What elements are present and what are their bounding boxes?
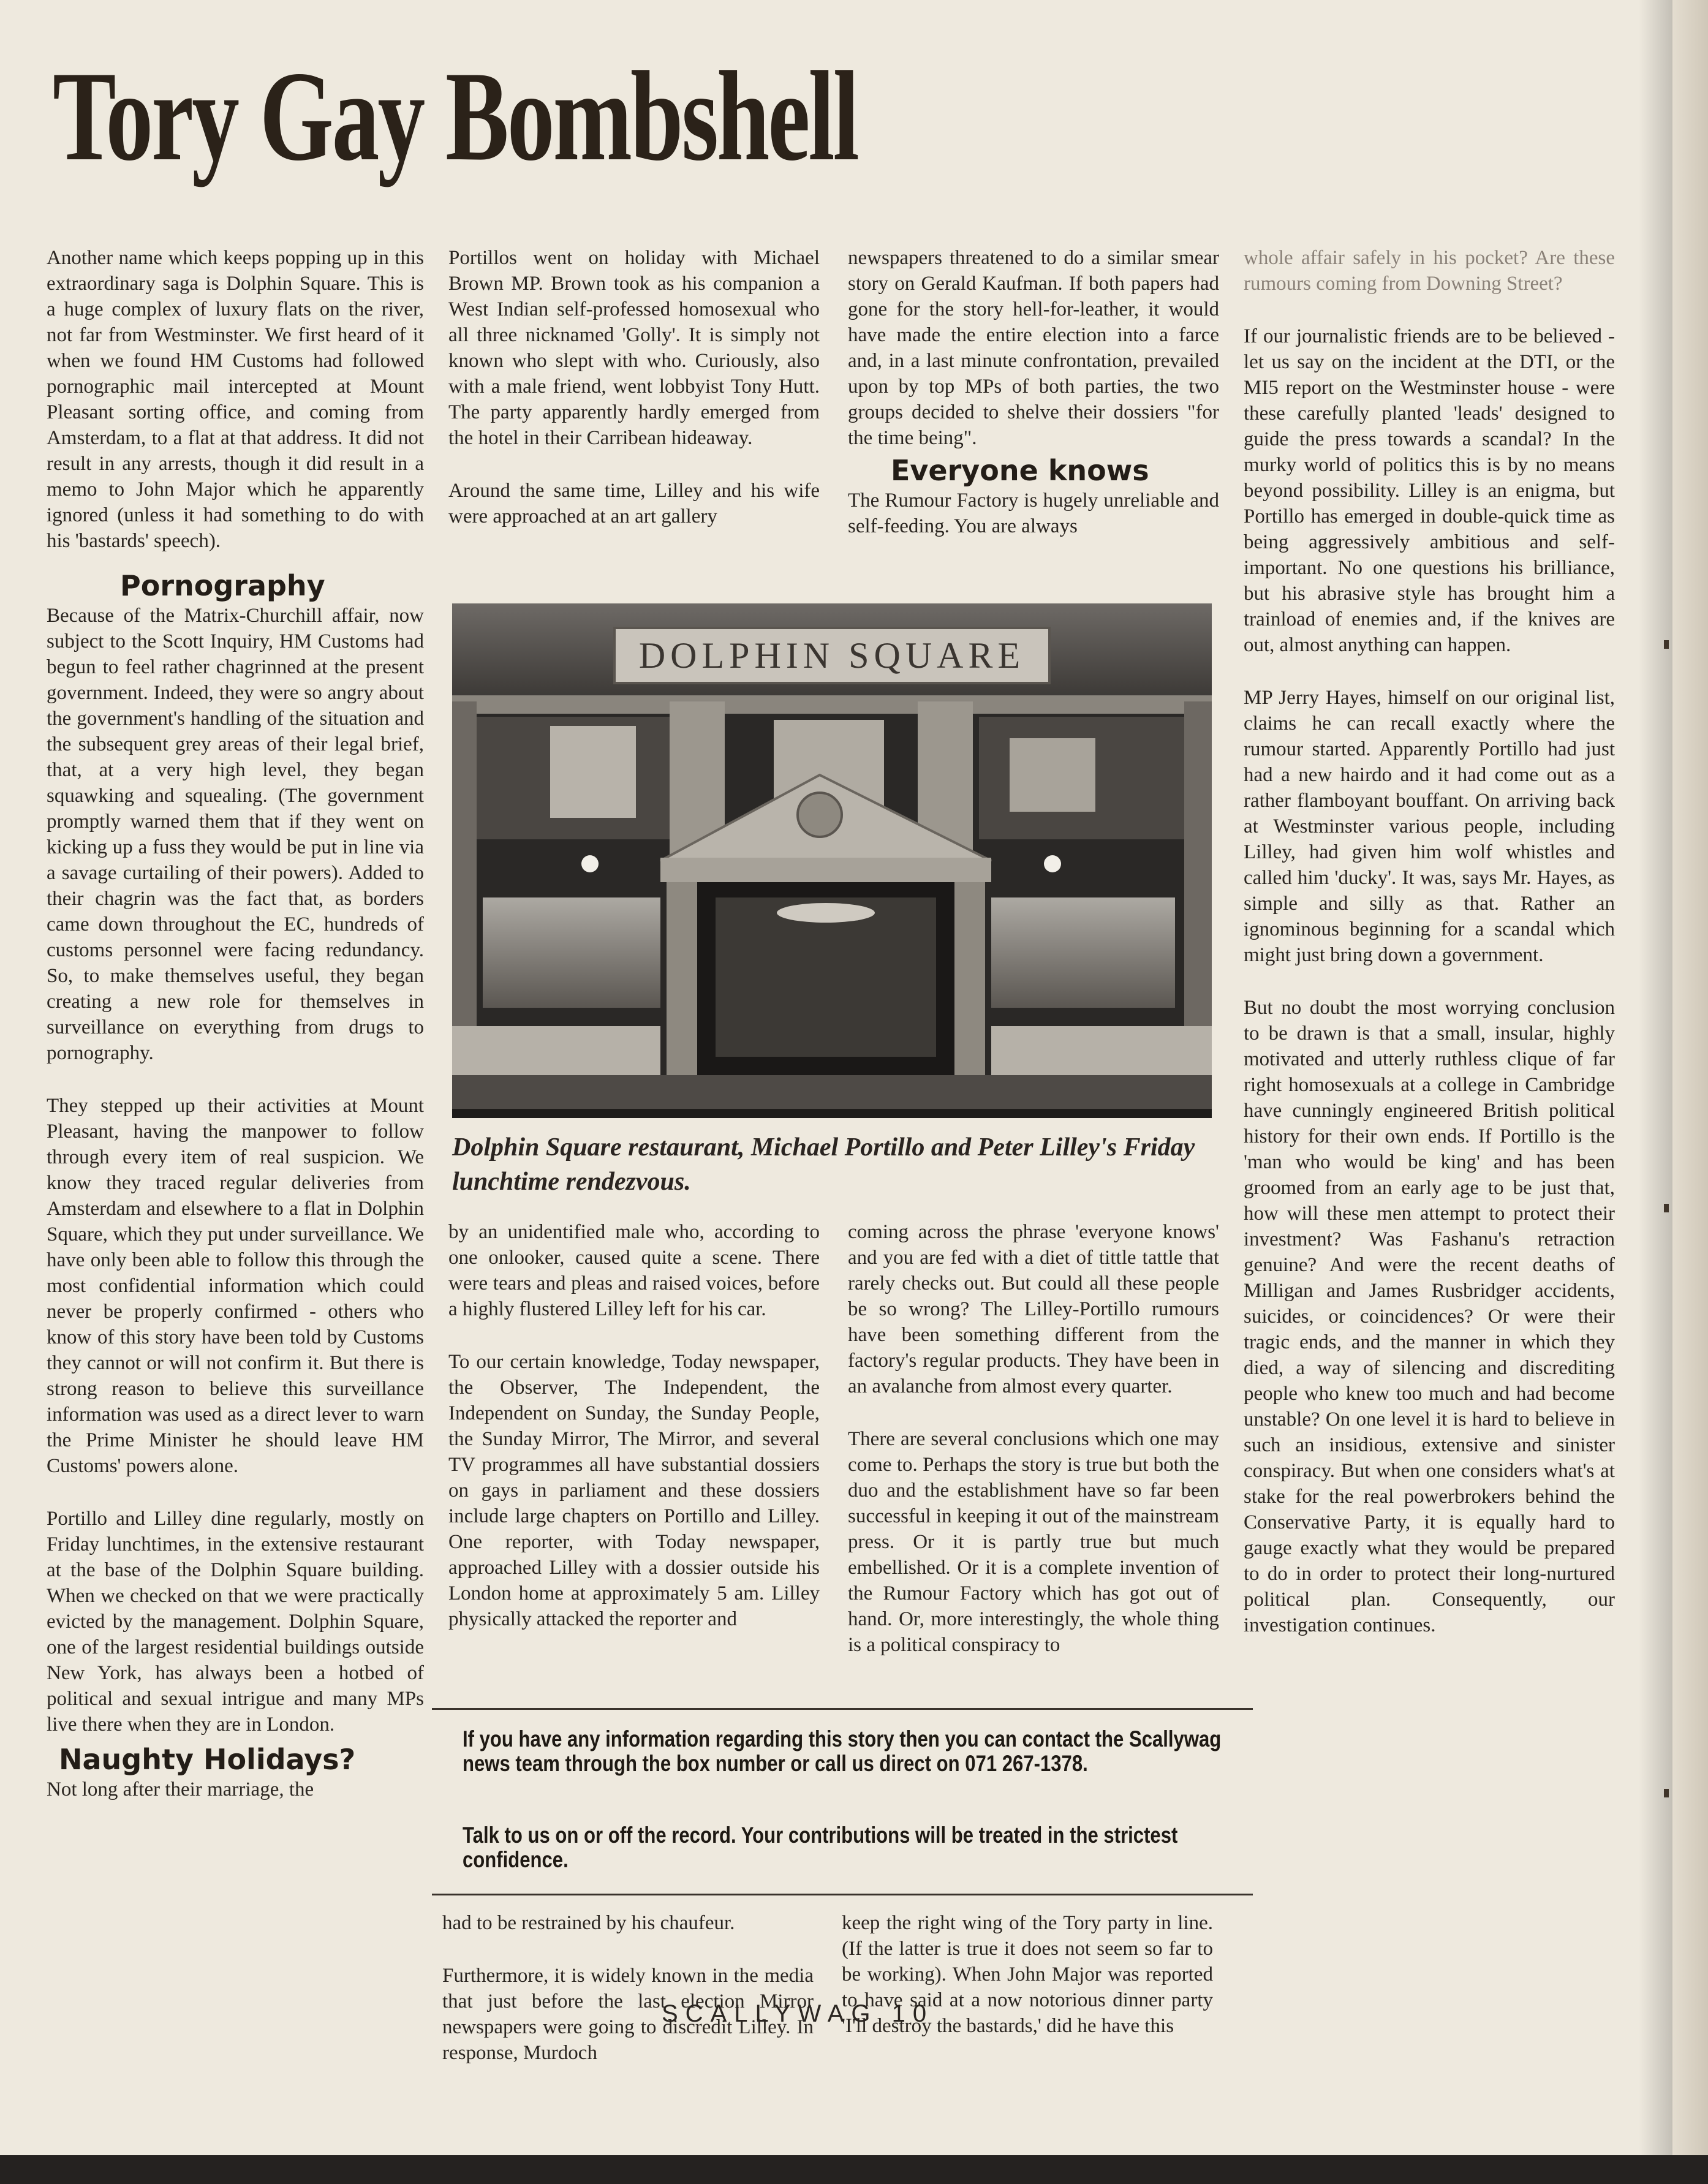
col3-mid-paragraph-2: There are several conclusions which one may come to. Perhaps the story is true but both the duo and the establishment have so far been successful in keeping it out of the mainstream press. Or it is partly true but much embellished. Or it is a complete invention of the Rumour Factory which has got out of hand. Or, more interestingly, the whole thing is a political conspiracy to <box>848 1428 1219 1656</box>
col4-paragraph-3: MP Jerry Hayes, himself on our original list, claims he can recall exactly where the rumour started. Apparently Portillo had just had a new hairdo and it had come out as a rather flamboyant bouffant. On arriving back at Westminster various people, including Lilley, had given him wolf whistles and called him 'ducky'. It was, says Mr. Hayes, as simple and silly as that. Rather an ignominous beginning for a scandal which might just bring down a government. <box>1244 687 1615 966</box>
col1-paragraph-5: Not long after their marriage, the <box>47 1778 314 1800</box>
col1-paragraph-1: Another name which keeps popping up in this extraordinary saga is Dolphin Square. This is a huge complex of luxury flats on the river, not far from Westminster. We first heard of it when we found HM Customs had followed pornographic mail intercepted at Mount Pleasant sorting office, and coming from Amsterdam, to a flat at that address. It did not result in any arrests, though it did result in a memo to John Major which he apparently ignored (unless it had something to do with his 'bastards' speech). <box>47 247 424 552</box>
sign-text: DOLPHIN SQUARE <box>638 635 1026 676</box>
col4-paragraph-2: If our journalistic friends are to be believed - let us say on the incident at the DTI, or the MI5 report on the Westminster house - were these carefully planted 'leads' designed to guide the press towards a scandal? In the murky world of politics this is by no means beyond possibility. Lilley is an enigma, but Portillo has emerged in double-quick time as being aggressively ambitious and self-important. No one questions his brilliance, but his abrasive style has brought him a trainload of enemies and, if the knives are out, almost anything can happen. <box>1244 325 1615 656</box>
column-3-middle <box>848 1219 1219 1658</box>
col2-top-paragraph-2: Around the same time, Lilley and his wife were approached at an art gallery <box>448 480 820 527</box>
subheading-naughty-holidays: Naughty Holidays? <box>59 1743 356 1776</box>
headline: Tory Gay Bombshell <box>53 45 858 187</box>
col3-mid-paragraph-1: coming across the phrase 'everyone knows' and you are fed with a diet of tittle tattle that rarely checks out. But could all these people be so wrong? The Lilley-Portillo rumours have been something different from the factory's regular products. They have been in an avalanche from almost every quarter. <box>848 1221 1219 1397</box>
column-1 <box>47 245 424 1802</box>
page-footer: SCALLYWAG 10 <box>662 2000 934 2027</box>
column-4 <box>1244 245 1615 1638</box>
column-2-bottom <box>442 1910 814 2066</box>
photo-caption: Dolphin Square restaurant, Michael Portillo and Peter Lilley's Friday lunchtime rendezvous. <box>452 1133 1195 1196</box>
col1-paragraph-2: Because of the Matrix-Churchill affair, now subject to the Scott Inquiry, HM Customs had begun to feel rather chagrinned at the present government. Indeed, they were so angry about the government's handling of the situation and the subsequent grey areas of their legal brief, that, at a very high level, they began squawking and squealing. (The government promptly warned them that if they went on kicking up a fuss they would be put in line via a savage curtailing of their powers). Added to their chagrin was the fact that, as borders came down throughout the EC, hundreds of customs personnel were facing redundancy. So, to make themselves useful, they began creating a new role for themselves in surveillance on everything from drugs to pornography. <box>47 605 424 1064</box>
contact-box-text-2: Talk to us on or off the record. Your contributions will be treated in the strictest confidence. <box>463 1823 1178 1872</box>
scan-bottom-edge <box>0 2155 1708 2184</box>
subheading-everyone-knows: Everyone knows <box>891 454 1149 487</box>
column-2-top <box>448 245 820 529</box>
page-edge-shadow <box>1639 0 1672 2155</box>
col1-paragraph-4: Portillo and Lilley dine regularly, mostly on Friday lunchtimes, in the extensive restaurant at the base of the Dolphin Square building. When we checked on that we were practically evicted by the management. Dolphin Square, one of the largest residential buildings outside New York, has always been a hotbed of political and sexual intrigue and many MPs live there when they are in London. <box>47 1508 424 1736</box>
subheading-pornography: Pornography <box>120 569 325 602</box>
contact-box <box>432 1708 1253 1895</box>
col4-paragraph-1: whole affair safely in his pocket? Are these rumours coming from Downing Street? <box>1244 247 1615 295</box>
col3-bot-paragraph-1: keep the right wing of the Tory party in line. (If the latter is true it does not seem so far to be working). When John Major was reported to have said at a now notorious dinner party 'I'll destroy the bastards,' did he have this <box>842 1912 1213 2037</box>
dolphin-square-photo <box>452 603 1212 1118</box>
col2-mid-paragraph-1: by an unidentified male who, according to one onlooker, caused quite a scene. There were tears and pleas and raised voices, before a highly flustered Lilley left for his car. <box>448 1221 820 1320</box>
col1-paragraph-3: They stepped up their activities at Mount Pleasant, having the manpower to follow through every item of real suspicion. We know they traced regular deliveries from Amsterdam and elsewhere to a flat in Dolphin Square, which they put under surveillance. We have only been able to follow this through the most confidential information which could never be properly confirmed - others who know of this story have been told by Customs they cannot or will not confirm it. But there is strong reason to believe this surveillance information was used as a direct lever to warn the Prime Minister he should leave HM Customs' powers alone. <box>47 1095 424 1477</box>
column-3-top <box>848 245 1219 539</box>
col2-top-paragraph-1: Portillos went on holiday with Michael Brown MP. Brown took as his companion a West Indian self-professed homosexual who all three nicknamed 'Golly'. It is simply not known who slept with who. Curiously, also with a male friend, went lobbyist Tony Hutt. The party apparently hardly emerged from the hotel in their Carribean hideaway. <box>448 247 820 449</box>
col2-bot-paragraph-1: had to be restrained by his chaufeur. <box>442 1912 735 1934</box>
col2-mid-paragraph-2: To our certain knowledge, Today newspaper, the Observer, The Independent, the Independent on Sunday, the Sunday People, the Sunday Mirror, The Mirror, and several TV programmes all have substantial dossiers on gays in parliament and these dossiers include large chapters on Portillo and Lilley. One reporter, with Today newspaper, approached Lilley with a dossier outside his London home at approximately 5 am. Lilley physically attacked the reporter and <box>448 1351 820 1630</box>
col3-top-paragraph-1: newspapers threatened to do a similar smear story on Gerald Kaufman. If both papers had gone for the story hell-for-leather, it would have made the entire election into a farce and, in a last minute confrontation, prevailed upon by top MPs of both parties, the two groups decided to shelve their dossiers "for the time being". <box>848 247 1219 449</box>
next-page-edge <box>1672 0 1708 2155</box>
col3-top-paragraph-2: The Rumour Factory is hugely unreliable and self-feeding. You are always <box>848 489 1219 537</box>
col2-bot-paragraph-2: Furthermore, it is widely known in the media that just before the last election Mirror newspapers were going to discredit Lilley. In response, Murdoch <box>442 1965 814 2064</box>
col4-paragraph-4: But no doubt the most worrying conclusion to be drawn is that a small, insular, highly motivated and utterly ruthless clique of far right homosexuals at a college in Cambridge have cunningly engineered British political history for their own ends. If Portillo is the 'man who would be king' and has been groomed from an early age to be just that, how will these men attempt to protect their investment? Was Fashanu's retraction genuine? And were the recent deaths of Milligan and James Rusbridger accidents, suicides, or coincidences? Or were their tragic ends, and the manner in which they died, a way of silencing and discrediting people who knew too much and had become unstable? On one level it is hard to believe in such an insidious, extensive and sinister conspiracy. But when one considers what's at stake for the real powerbrokers behind the Conservative Party, it is equally hard to gauge exactly what they would be prepared to do in order to protect their long-nurtured political plan. Consequently, our investigation continues. <box>1244 997 1615 1636</box>
contact-box-text-1: If you have any information regarding this story then you can contact the Scallywag news team through the box number or call us direct on 071 267-1378. <box>463 1726 1222 1776</box>
column-2-middle <box>448 1219 820 1632</box>
